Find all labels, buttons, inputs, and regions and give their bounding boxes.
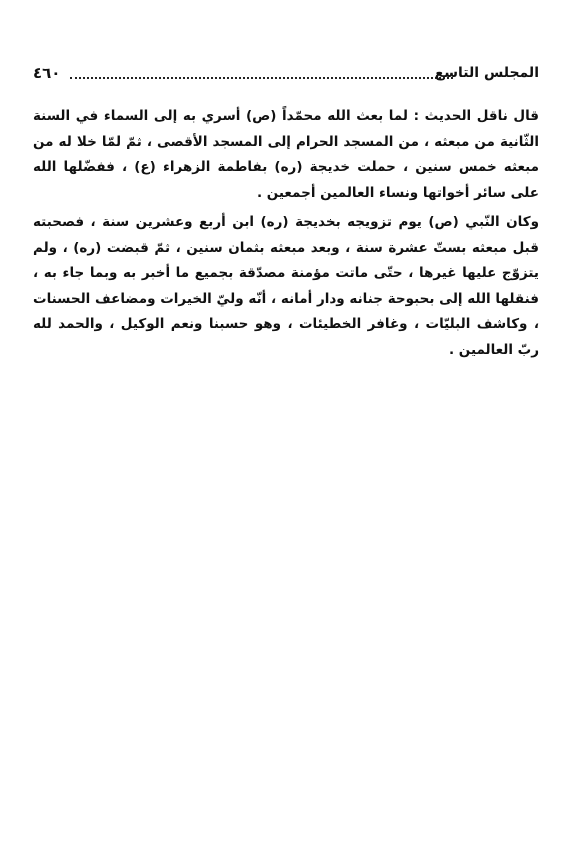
dotted-leader — [70, 77, 453, 79]
paragraph-2: وكان النّبي (ص) يوم تزويجه بخديجة (ره) ابن أربع وعشرين سنة ، فصحبته قبل مبعثه بستّ عشرة سنة ، وبعد مبعثه بثمان سنين ، ثمّ قبضت (ره) ، ولم يتزوّج عليها غيرها ، حتّى ماتت مؤمنة مصدّقة بجميع ما أخبر به وبما جاء به ، فنقلها الله إلى بحبوحة جنانه ودار أمانه ، أنّه وليّ الخيرات ومضاعف الحسنات ، وكاشف البليّات ، وغافر الخطيئات ، وهو حسبنا ونعم الوكيل ، والحمد لله ربّ العالمين . — [33, 214, 539, 358]
paragraph-1: قال ناقل الحديث : لما بعث الله محمّداً (ص) أسري به إلى السماء في السنة الثّانية من مبعثه ، من المسجد الحرام إلى المسجد الأقصى ، ثمّ لمّا خلا له من مبعثه خمس سنين ، حملت خديجة (ره) بفاطمة الزهراء (ع) ، ففضّلها الله على سائر أخواتها ونساء العالمين أجمعين . — [33, 108, 539, 201]
body-text — [33, 104, 539, 363]
running-header — [0, 62, 572, 86]
page-number: ٤٦٠ — [33, 64, 61, 82]
chapter-title: المجلس التاسع — [434, 65, 539, 81]
